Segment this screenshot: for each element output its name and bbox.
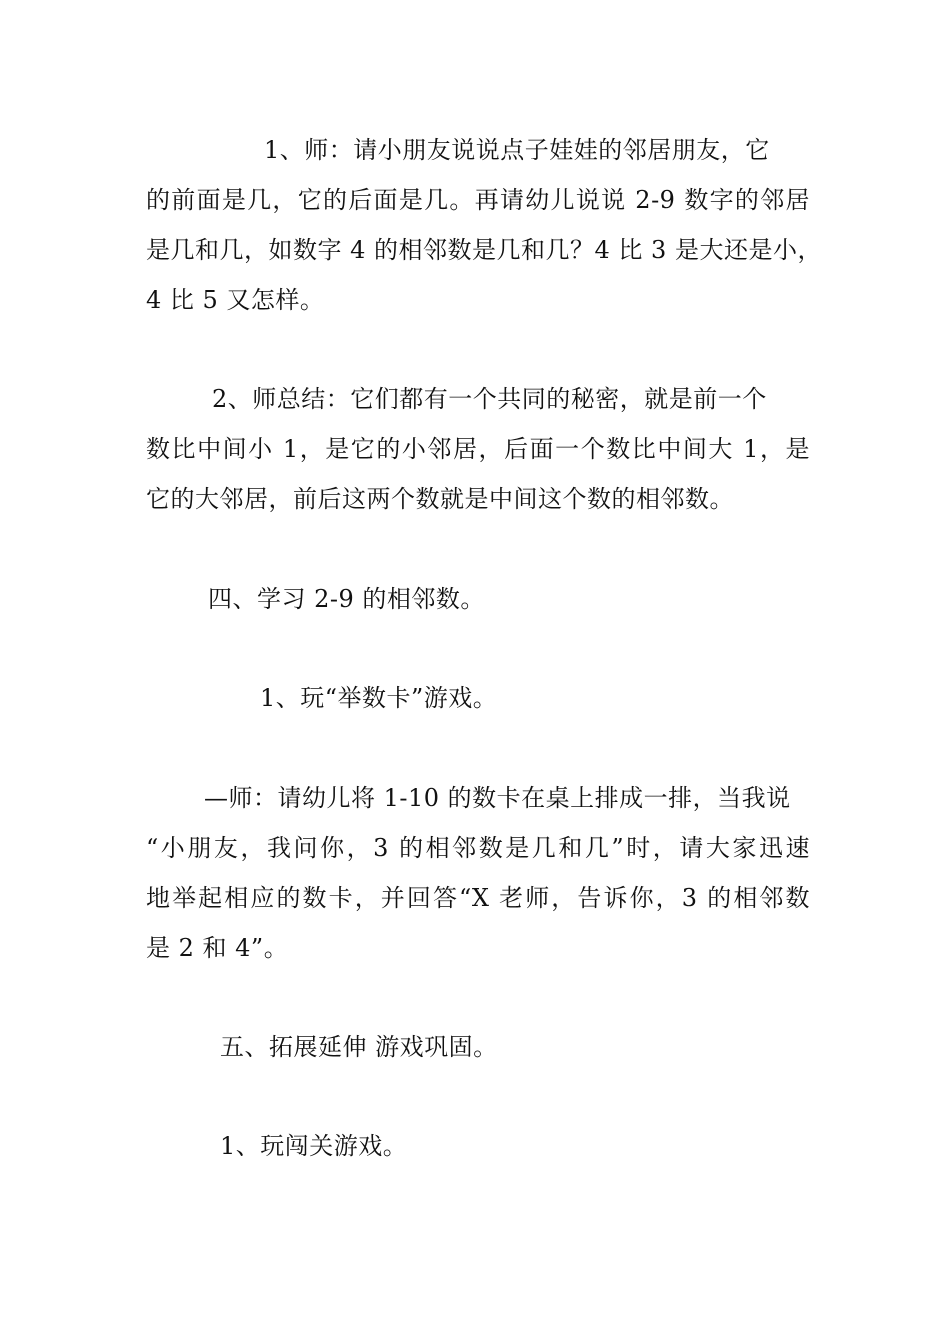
paragraph-3-line-1: 1、玩“举数卡”游戏。 bbox=[260, 684, 498, 712]
paragraph-2-line-1: 2、师总结：它们都有一个共同的秘密，就是前一个 bbox=[212, 385, 767, 413]
paragraph-4-line-3: 地举起相应的数卡，并回答“X 老师，告诉你，3 的相邻数 bbox=[146, 884, 810, 912]
paragraph-4-line-4: 是 2 和 4”。 bbox=[146, 934, 289, 962]
paragraph-2-line-3: 它的大邻居，前后这两个数就是中间这个数的相邻数。 bbox=[146, 485, 734, 513]
paragraph-1-line-3: 是几和几，如数字 4 的相邻数是几和几？4 比 3 是大还是小， bbox=[146, 236, 822, 264]
paragraph-2-line-2: 数比中间小 1，是它的小邻居，后面一个数比中间大 1，是 bbox=[146, 435, 810, 463]
paragraph-1-line-1: 1、师：请小朋友说说点子娃娃的邻居朋友，它 bbox=[264, 136, 770, 164]
paragraph-4-line-1: —师：请幼儿将 1-10 的数卡在桌上排成一排，当我说 bbox=[204, 784, 791, 812]
paragraph-1-line-4: 4 比 5 又怎样。 bbox=[146, 286, 325, 314]
section-4-heading: 四、学习 2-9 的相邻数。 bbox=[208, 585, 485, 613]
paragraph-4-line-2: “小朋友，我问你，3 的相邻数是几和几”时，请大家迅速 bbox=[146, 834, 810, 862]
section-5-heading: 五、拓展延伸 游戏巩固。 bbox=[220, 1033, 498, 1061]
paragraph-5-line-1: 1、玩闯关游戏。 bbox=[220, 1132, 408, 1160]
paragraph-1-line-2: 的前面是几，它的后面是几。再请幼儿说说 2-9 数字的邻居 bbox=[146, 186, 810, 214]
